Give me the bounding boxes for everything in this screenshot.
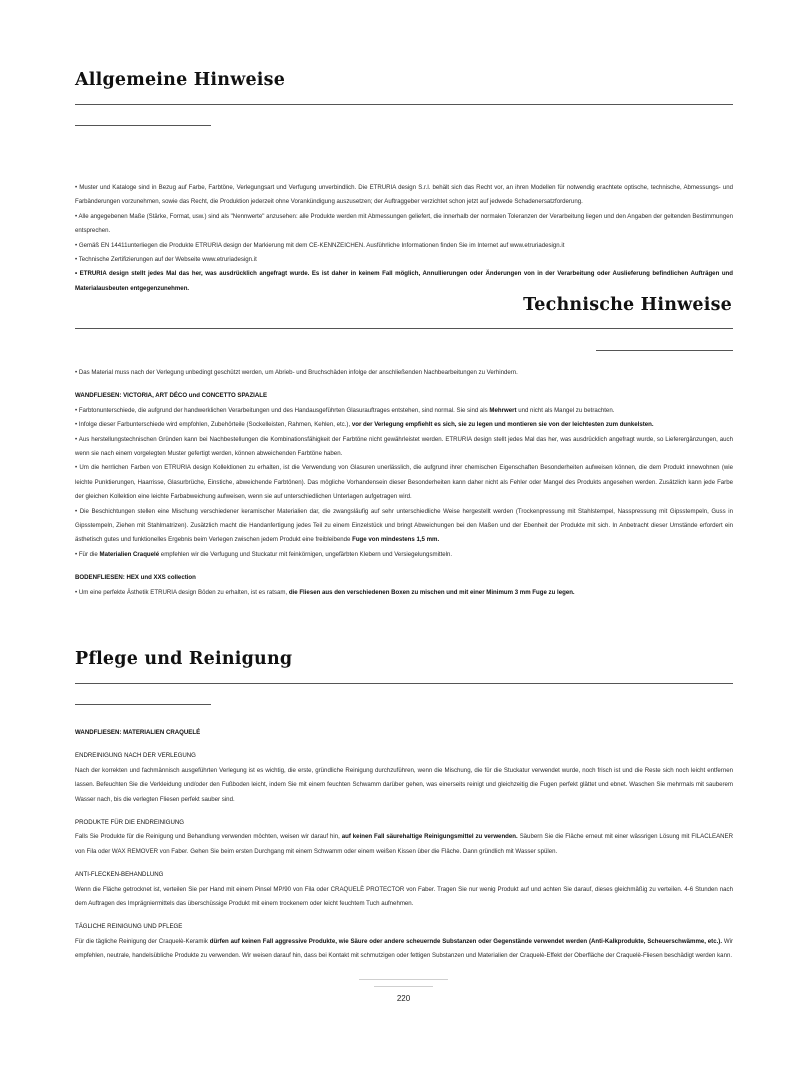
bullet: • Für die Materialien Craquelé empfehlen wir die Verfugung und Stuckatur mit feinkörnigen, ungefärbten Klebern und Versiegelungsmitteln. — [75, 550, 453, 558]
paragraph: Falls Sie Produkte für die Reinigung und Behandlung verwenden möchten, weisen wir darauf hin, auf keinen Fall säurehaltige Reinigungsmittel zu verwenden. Säubern Sie die Fläche erneut mit einer wässrigen Lösung mit FILACLEANER von Fila oder WAX REMOVER von Faber. Gehen Sie beim ersten Durchgang mit einem Schwamm oder einem weißen Kissen über die Fläche. Dann gründlich mit Wasser spülen. — [75, 833, 733, 855]
section-title-technical: Technische Hinweise — [523, 295, 732, 315]
bullet: • Aus herstellungstechnischen Gründen kann bei Nachbestellungen die Kombinationsfähigkeit der Farbtöne nicht gewährleistet werden. ETRURIA design stellt jedes Mal das her, was ausdrücklich angefragt wurde, so Lieferergänzungen, auch wenn sie nach einem vorgelegten Muster gefertigt werden, können abweichenden Farbtöne haben. — [75, 435, 733, 458]
footer-rule — [359, 979, 448, 980]
paragraph: Nach der korrekten und fachmännisch ausgeführten Verlegung ist es wichtig, die erste, gründliche Reinigung durchzuführen, wenn die Mischung, die für die Stuckatur verwendet wurde, noch frisch ist und die Reste sich noch leicht entfernen lassen. Befeuchten Sie die Verkleidung und/oder den Fußboden leicht, indem Sie mit einem feuchten Schwamm darüber gehen, was einerseits reinigt und gleichzeitig die Fugen perfekt glättet und ebnet. Waschen Sie mehrmals mit sauberem Wasser nach, bis die verlegten Fliesen perfekt sauber sind. — [75, 766, 733, 803]
bullet: • Gemäß EN 14411unterliegen die Produkte ETRURIA design der Markierung mit dem CE-KENNZEICHEN. Ausführliche Informationen finden Sie im Internet auf www.etruriadesign.it — [75, 241, 565, 249]
bullet: • Alle angegebenen Maße (Stärke, Format, usw.) sind als "Nennwerte" anzusehen: alle Produkte werden mit Abmessungen geliefert, die innerhalb der normalen Toleranzen der Verarbeitung liegen und den Angaben der geltenden Bestimmungen entsprechen. — [75, 212, 733, 235]
page-number: 220 — [396, 994, 411, 1003]
bullet: • Um die herrlichen Farben von ETRURIA design Kollektionen zu erhalten, ist die Verwendung von Glasuren unerlässlich, die aufgrund ihrer chemischen Eigenschaften Besonderheiten aufweisen können, die dem Produkt innewohnen (wie leichte Punktierungen, Haarrisse, Glasurbrüche, Einstiche, abweichende Farbtönen). Das mögliche Vorhandensein dieser Besonderheiten kann daher nicht als Fehler oder Mangel des Produkts angesehen werden. Zusätzlich kann jede Farbe der gleichen Kollektion eine leichte Farbabweichung aufweisen, wenn sie auf unterschiedlichen Unterlagen aufgetragen wird. — [75, 464, 733, 501]
title-rule — [75, 104, 733, 105]
floor-tiles-heading: BODENFLIESEN: HEX und XXS collection — [75, 574, 196, 582]
bullet-bold: • ETRURIA design stellt jedes Mal das her, was ausdrücklich angefragt wurde. Es ist daher in keinem Fall möglich, Annullierungen oder Änderungen von in der Verarbeitung oder Auslieferung befindlichen Aufträgen und Materialausbeuten entgegenzunehmen. — [75, 270, 733, 292]
title-rule — [75, 683, 733, 684]
subsection-title: ENDREINIGUNG NACH DER VERLEGUNG — [75, 752, 196, 760]
technical-notes — [75, 366, 733, 600]
intro-bullet: • Das Material muss nach der Verlegung unbedingt geschützt werden, um Abrieb- und Bruchschäden infolge der anschließenden Nachbearbeitungen zu Verhindern. — [75, 369, 518, 376]
title-underline — [75, 125, 211, 126]
bullet: • Technische Zertifizierungen auf der Webseite www.etruriadesign.it — [75, 256, 257, 264]
bullet: • Muster und Kataloge sind in Bezug auf Farbe, Farbtöne, Verlegungsart und Verfugung unverbindlich. Die ETRURIA design S.r.l. behält sich das Recht vor, an ihren Modellen für notwendig erachtete optische, technische, Abmessungs- und Farbänderungen vorzunehmen, sowie das Recht, die Produktion jederzeit ohne Vorankündigung auszusetzen; der Auftraggeber verzichtet schon jetzt auf jedwede Schadenersatzforderung. — [75, 184, 733, 206]
subsection-title: TÄGLICHE REINIGUNG UND PFLEGE — [75, 923, 183, 931]
title-underline — [596, 350, 733, 351]
care-instructions — [75, 726, 733, 964]
paragraph: Wenn die Fläche getrocknet ist, verteilen Sie per Hand mit einem Pinsel MP/90 von Fila oder CRAQUELÈ PROTECTOR von Faber. Tragen Sie nur wenig Produkt auf und achten Sie darauf, dieses gleichmäßig zu verteilen. 4-6 Stunden nach dem Auftragen des Imprägniermittels das überschüssige Produkt mit einem trockenem oder leicht feuchtem Tuch aufnehmen. — [75, 885, 733, 908]
subsection-title: PRODUKTE FÜR DIE ENDREINIGUNG — [75, 819, 185, 827]
care-heading: WANDFLIESEN: MATERIALIEN CRAQUELÉ — [75, 729, 201, 736]
bullet: • Die Beschichtungen stellen eine Mischung verschiedener keramischer Materialien dar, die zwangsläufig auf sehr unterschiedliche Weise hergestellt werden (Trockenpressung mit Stahlstempel, Nasspressung mit Gipsstempeln, Guss in Gipsstempeln, Ziehen mit Stahlmatrizen). Zusätzlich macht die Handanfertigung jedes Teil zu einem Einzelstück und bringt Abweichungen bei den Maßen und der Ebenheit der Produkte mit sich. In Anbetracht dieser Umstände erfordert ein ästhetisch gutes und funktionelles Ergebnis beim Verlegen zwischen jedem Produkt eine freibleibende Fuge von mindestens 1,5 mm. — [75, 507, 733, 544]
section-title-general: Allgemeine Hinweise — [75, 70, 286, 90]
bullet: • Um eine perfekte Ästhetik ETRURIA design Böden zu erhalten, ist es ratsam, die Fliesen aus den verschiedenen Boxen zu mischen und mit einer Minimum 3 mm Fuge zu legen. — [75, 588, 575, 596]
wall-tiles-heading: WANDFLIESEN: VICTORIA, ART DÉCO und CONCETTO SPAZIALE — [75, 392, 268, 400]
bullet: • Infolge dieser Farbunterschiede wird empfohlen, Zubehörteile (Sockelleisten, Rahmen, Kehlen, etc.), vor der Verlegung empfiehlt es sich, sie zu legen und montieren sie von der leichtesten zum dunkelsten. — [75, 421, 654, 429]
footer-rule — [374, 986, 433, 987]
section-title-care: Pflege und Reinigung — [75, 649, 293, 669]
title-rule — [75, 328, 733, 329]
paragraph: Für die tägliche Reinigung der Craquelè-Keramik dürfen auf keinen Fall aggressive Produkte, wie Säure oder andere scheuernde Substanzen oder Gegenstände verwendet werden (Anti-Kalkprodukte, Scheuerschwämme, etc.). Wir empfehlen, neutrale, handelsübliche Produkte zu verwenden. Wir weisen darauf hin, dass bei Kontakt mit schmutzigen oder fettigen Substanzen und Materialien der Craquelè-Effekt der Oberfläche der Craquelè-Fliesen beschädigt werden kann. — [75, 937, 734, 960]
general-notes — [75, 181, 733, 296]
title-underline — [75, 704, 211, 705]
subsection-title: ANTI-FLECKEN-BEHANDLUNG — [75, 871, 164, 879]
bullet: • Farbtonunterschiede, die aufgrund der handwerklichen Verarbeitungen und des Handausgeführten Glasurauftrages entstehen, sind normal. Sie sind als Mehrwert und nicht als Mangel zu betrachten. — [75, 406, 615, 414]
